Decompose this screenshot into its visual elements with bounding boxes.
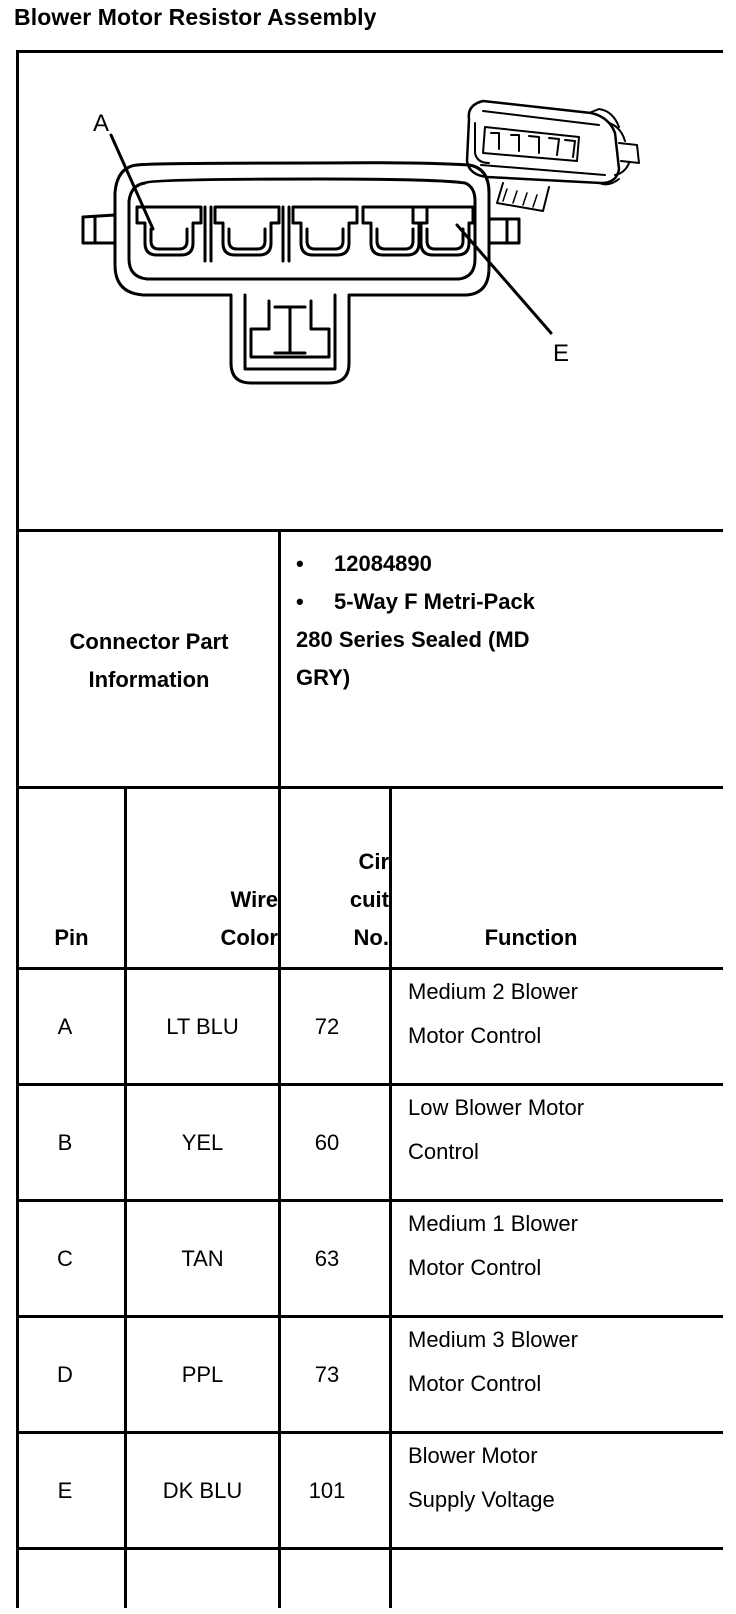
- description-item: [296, 583, 706, 621]
- row-function-line1: Medium 1 Blower: [408, 1211, 578, 1236]
- row-function-line2: Motor Control: [408, 1371, 542, 1396]
- left-latch-tab: [83, 215, 115, 243]
- row-function-line2: Motor Control: [408, 1255, 542, 1280]
- row-function-line1: Low Blower Motor: [408, 1095, 585, 1120]
- row-function-line2: Control: [408, 1139, 479, 1164]
- header-function-text: Function: [484, 925, 578, 950]
- connector-housing-outline: [115, 163, 489, 383]
- header-pin: [19, 789, 124, 967]
- row-pin: E: [57, 1477, 73, 1503]
- row-pin: B: [57, 1129, 73, 1155]
- callout-a-label: A: [93, 110, 110, 137]
- row-function: [392, 1434, 712, 1547]
- row-pin: A: [57, 1013, 73, 1039]
- row-circuit: 63: [314, 1245, 340, 1271]
- row-circuit: 73: [314, 1361, 340, 1387]
- connector-perspective-view: [467, 101, 639, 211]
- row-function-line2: Motor Control: [408, 1023, 542, 1048]
- description-line3: GRY): [296, 665, 351, 690]
- row-wire-color: DK BLU: [162, 1477, 243, 1503]
- callout-e-leader: [457, 225, 551, 333]
- row-function-line2: Supply Voltage: [408, 1487, 555, 1512]
- page-title: Blower Motor Resistor Assembly: [14, 4, 377, 30]
- row-function-line1: Medium 3 Blower: [408, 1327, 578, 1352]
- callout-e-label: E: [553, 340, 570, 367]
- row-wire-color: YEL: [181, 1129, 224, 1155]
- connector-diagram: [19, 53, 719, 530]
- part-number-item: [296, 545, 706, 583]
- description-line2: 280 Series Sealed (MD: [296, 627, 530, 652]
- connector-info-label-line1: Connector Part: [69, 628, 229, 654]
- row-pin: C: [57, 1245, 73, 1271]
- row-function: [392, 1318, 712, 1431]
- divider-row-e: [16, 1547, 723, 1550]
- header-wire-color: [127, 789, 278, 967]
- row-wire-color: TAN: [181, 1245, 224, 1271]
- header-pin-text: Pin: [54, 925, 89, 950]
- bullet-marker: •: [296, 589, 304, 614]
- connector-info-value: [296, 545, 706, 697]
- row-wire-color: LT BLU: [166, 1013, 239, 1039]
- bullet-marker: •: [296, 551, 304, 576]
- header-function: [392, 789, 670, 967]
- row-wire-color: PPL: [181, 1361, 224, 1387]
- terminal-cavities: [137, 207, 473, 261]
- description-line1: 5-Way F Metri-Pack: [334, 589, 535, 614]
- row-function-line1: Medium 2 Blower: [408, 979, 578, 1004]
- connector-info-label-line2: Information: [88, 666, 210, 692]
- header-circuit-no: [281, 789, 389, 967]
- header-circuit-line3: No.: [353, 925, 389, 950]
- row-circuit: 101: [308, 1477, 346, 1503]
- header-wire-line2: Color: [220, 925, 278, 950]
- row-function: [392, 1086, 712, 1199]
- header-circuit-line2: cuit: [349, 887, 389, 912]
- row-function-line1: Blower Motor: [408, 1443, 538, 1468]
- connector-info-label: [19, 534, 279, 787]
- header-wire-line1: Wire: [230, 887, 278, 912]
- row-function: [392, 970, 712, 1083]
- row-circuit: 72: [314, 1013, 340, 1039]
- right-latch-tab: [489, 219, 519, 243]
- row-circuit: 60: [314, 1129, 340, 1155]
- header-circuit-line1: Cir: [358, 849, 389, 874]
- part-number: 12084890: [334, 551, 432, 576]
- row-function: [392, 1202, 712, 1315]
- row-pin: D: [57, 1361, 73, 1387]
